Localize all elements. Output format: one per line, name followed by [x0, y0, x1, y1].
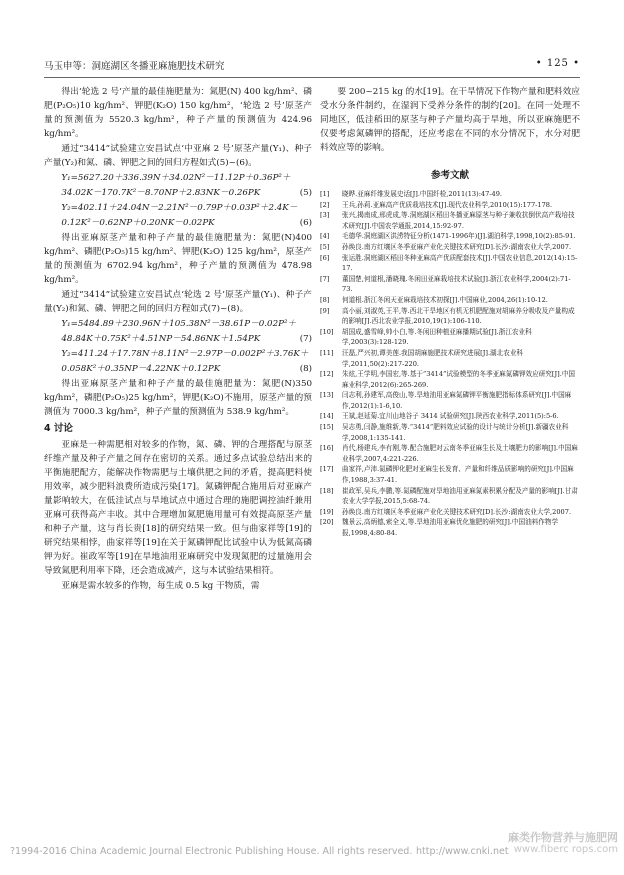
equation-5-line-1: Y₁=5627.20＋336.39N＋34.02N²－11.12P＋0.36P²＋ — [61, 173, 291, 183]
reference-number: [16] — [320, 444, 334, 453]
references-heading: 参考文献 — [430, 170, 469, 181]
reference-number: [17] — [320, 465, 334, 474]
paragraph: 通过“3414”试验建立安昌试点‘中亚麻 2 号’原茎产量(Y₁)、种子产量(Y₂)和氮、磷、钾肥之间的回归方程如式(5)~(6)。 — [44, 144, 312, 168]
reference-list — [320, 189, 580, 539]
reference-item — [320, 390, 580, 411]
reference-text: 张运胜.洞庭湖区稻田冬种亚麻高产优质配套技术[J].中国农业信息,2012(14):15-17. — [342, 253, 578, 273]
equation-number: (6) — [299, 218, 312, 228]
reference-item — [320, 411, 580, 422]
reference-text: 朱炫,王学明,李国宏,等.基于“3414”试验模型的冬季亚麻氮磷钾效应研究[J].中国麻业科学,2012(6):265-269. — [342, 370, 576, 389]
reference-item — [320, 295, 580, 306]
reference-number: [7] — [320, 274, 330, 283]
reference-item — [320, 369, 580, 390]
reference-text: 晓晔.亚麻纤维发展史话[J].中国纤检,2011(13):47-49. — [342, 190, 503, 198]
reference-item — [320, 274, 580, 295]
reference-text: 毛德华.洞庭湖区洪涝特征分析(1471-1996年)[J].湖泊科学,1998,10(2):85-91. — [342, 232, 576, 241]
reference-text: 高小丽,刘淑英,王平,等.西北干旱地区有机无机肥配施对胡麻养分吸收及产量构成的影响[J].西北农业学报,2010,19(1):106-110. — [342, 306, 575, 326]
equation-6-line-2: 0.12K²－0.62NP＋0.20NK－0.02PK (6) — [61, 218, 312, 228]
left-column — [44, 85, 312, 594]
reference-number: [18] — [320, 486, 334, 495]
reference-item — [320, 210, 580, 231]
equation-8-line-2: 0.058K²＋0.35NP－4.22NK＋0.12PK (8) — [61, 364, 312, 374]
reference-item — [320, 422, 580, 443]
reference-text: 崔政军,吴兵,李鹏,等.氮磷配施对旱地油用亚麻氮素积累分配及产量的影响[J].甘肃农业大学学报,2015,5:68-74. — [342, 486, 578, 506]
paragraph: 得出亚麻原茎产量和种子产量的最佳施肥量为：氮肥(N)350 kg/hm²，磷肥(P₂O₅)25 kg/hm²，钾肥(K₂O)不施用，原茎产量的预测值为 7000.3 kg/hm²，种子产量的预测值为 538.9 kg/hm²。 — [44, 379, 312, 417]
equation-6-line-1: Y₂=402.11＋24.04N－2.21N²－0.79P＋0.03P²＋2.4K－ — [61, 203, 298, 213]
reference-number: [3] — [320, 211, 330, 220]
reference-item — [320, 200, 580, 211]
reference-item — [320, 517, 580, 538]
right-column — [320, 85, 580, 539]
reference-number: [10] — [320, 327, 334, 336]
paragraph: 通过“3414”试验建立安昌试点‘轮选 2 号’原茎产量(Y₁)、种子产量(Y₂)和氮、磷、钾肥之间的回归方程如式(7)~(8)。 — [44, 290, 312, 314]
paragraph: 亚麻是一种需肥相对较多的作物，氮、磷、钾的合理搭配与原茎纤维产量及种子产量之间存在密切的关系。通过多点试验总结出来的平衡施肥配方，能解决作物需肥与土壤供肥之间的矛盾，提高肥料使用效率，减少肥料浪费所造成污染[17]。氮磷钾配合施用后对亚麻产量影响较大，在低洼试点与旱地试点中通过合理的施肥调控油纤兼用亚麻可获得高产丰收。其中合理增加氮肥施用量可有效提高原茎产量和种子产量，这与肖长贵[18]的研究结果一致。但与曲家祥等[19]的研究结果相悖，曲家祥等[19]在关于氮磷钾配比试验中认为低氮高磷钾为好。崔政军等[19]在旱地油用亚麻研究中发现氮肥的过量施用会导致氮肥利用率下降，还会造成减产，这与本试验结果相符。 — [44, 440, 312, 576]
reference-text: 肖代,杨建兵,李有刚,等.配合施肥对云南冬季亚麻生长及土壤肥力的影响[J].中国麻业科学,2007,4:221-226. — [342, 444, 578, 463]
reference-number: [15] — [320, 423, 334, 432]
reference-text: 王兵,孙莉.亚麻高产优质栽培技术[J].现代农业科学,2010(15):177-178. — [342, 200, 553, 209]
paragraph: 得出‘轮选 2 号’产量的最佳施肥量为：氮肥(N) 400 kg/hm²、磷肥(P₂O₅)10 kg/hm²、钾肥(K₂O) 150 kg/hm²，‘轮选 2 号’原茎产量的预测值为 5520.3 kg/hm²，种子产量的预测值为 424.96 kg/hm²。 — [44, 87, 312, 139]
copyright-notice: ?1994-2016 China Academic Journal Electronic Publishing House. All rights reserved. — [10, 846, 413, 857]
reference-number: [8] — [320, 295, 330, 304]
paragraph: 要 200~215 kg 的水[19]。在干旱情况下作物产量和肥料效应受水分条件制约，在湿润下受养分条件的制约[20]。在同一处理不同地区，低洼稻田的原茎与种子产量均高于旱地，所以亚麻施肥不仅要考虑氮磷钾的搭配，还应考虑在不同的水分情况下，水分对肥料效应等的影响。 — [320, 87, 580, 153]
reference-text: 曲家祥,卢沛.氮磷钾化肥对亚麻生长发育、产量和纤维品质影响的研究[J].中国麻作,1988,3:37-41. — [342, 465, 574, 485]
running-title: 马玉申等：洞庭湖区冬播亚麻施肥技术研究 — [44, 61, 225, 72]
reference-number: [6] — [320, 253, 330, 262]
paragraph: 亚麻是需水较多的作物，每生成 0.5 kg 干物质，需 — [61, 581, 260, 591]
reference-item — [320, 306, 580, 327]
page-header — [44, 16, 580, 78]
reference-number: [4] — [320, 232, 330, 241]
reference-number: [20] — [320, 518, 334, 527]
equation-7-line-2: 48.84K＋0.75K²＋4.51NP－54.86NK＋1.54PK (7) — [61, 334, 312, 344]
equation-8-line-1: Y₂=411.24＋17.78N＋8.11N²－2.97P－0.002P²＋3.76K＋ — [61, 349, 309, 359]
reference-number: [19] — [320, 507, 334, 516]
equation-number: (5) — [299, 188, 312, 198]
reference-item — [320, 507, 580, 518]
watermark-cn: 麻类作物营养与施肥网 — [508, 831, 618, 844]
reference-text: 魏景云,高炳德,索全义,等.旱地油用亚麻优化施肥的研究[J].中国油料作物学报,1998,4:80-84. — [342, 518, 559, 537]
reference-text: 张兴,揭南成,邢虎成,等.洞庭湖区稻田冬播亚麻原茎与种子兼收抗倒伏高产栽培技术研究[J].中国农学通报,2014,15:92-97. — [342, 211, 575, 230]
reference-number: [9] — [320, 306, 330, 315]
reference-text: 何道根.浙江冬闲天亚麻栽培技术初探[J].中国麻业,2004,26(1):10-12. — [342, 295, 548, 304]
reference-item — [320, 231, 580, 242]
reference-number: [2] — [320, 200, 330, 209]
page-number: • 125 • — [535, 58, 580, 69]
reference-number: [12] — [320, 370, 334, 379]
equation-number: (7) — [299, 334, 312, 344]
reference-item — [320, 327, 580, 348]
reference-text: 胡国成,盛雪峰,帅小白,等.冬闲田种植亚麻播期试验[J].浙江农业科学,2003(3):128-129. — [342, 327, 532, 347]
reference-text: 王斌,赵延菊.宜川山地谷子 3414 试验研究[J].陕西农业科学,2011(5):5-6. — [342, 412, 559, 421]
reference-number: [1] — [320, 190, 330, 198]
reference-number: [14] — [320, 412, 334, 421]
reference-number: [13] — [320, 391, 334, 400]
reference-text: 孙焕良.南方红壤区冬季亚麻产业化关键技术研究[D].长沙:湖南农业大学,2007. — [342, 507, 572, 516]
cnki-link[interactable]: http://www.cnki.net — [416, 846, 509, 857]
reference-number: [11] — [320, 348, 334, 357]
reference-text: 孙焕良.南方红壤区冬季亚麻产业化关键技术研究[D].长沙:湖南农业大学,2007. — [342, 242, 572, 251]
reference-text: 闫志利,孙建军,高俊山,等.旱地油用亚麻氮磷钾平衡施肥指标体系研究[J].中国麻作,2012(1):1-6,10. — [342, 391, 572, 410]
equation-number: (8) — [299, 364, 312, 374]
reference-item — [320, 253, 580, 274]
reference-item — [320, 443, 580, 464]
reference-text: 汪磊,严兴初,谭美莲.我国胡麻施肥技术研究进展[J].湖北农业科学,2011,50(2):217-220. — [342, 348, 524, 368]
reference-item — [320, 486, 580, 507]
reference-item — [320, 348, 580, 369]
paragraph: 得出亚麻原茎产量和种子产量的最佳施肥量为：氮肥(N)400 kg/hm²、磷肥(P₂O₅)15 kg/hm²、钾肥(K₂O) 125 kg/hm²，原茎产量的预测值为 6702.94 kg/hm²，种子产量的预测值为 478.98 kg/hm²。 — [44, 233, 312, 285]
reference-text: 董国楚,何道根,潘晓瑰.冬闲田亚麻栽培技术试验[J].浙江农业科学,2004(2):71-73. — [342, 274, 571, 294]
watermark-url: www.fiberc rops.com — [513, 844, 618, 855]
reference-item — [320, 464, 580, 485]
equation-7-line-1: Y₁=5484.89＋230.96N＋105.38N²－38.61P－0.02P²＋ — [61, 319, 297, 329]
reference-text: 吴志勇,闫静,施维新,等.“3414”肥料效应试验的设计与统计分析[J].新疆农业科学,2008,1:135-141. — [342, 423, 569, 442]
section-heading: 4 讨论 — [44, 423, 73, 434]
watermark — [508, 832, 618, 856]
reference-item — [320, 189, 580, 200]
reference-item — [320, 242, 580, 253]
reference-number: [5] — [320, 242, 330, 251]
equation-5-line-2: 34.02K－170.7K²－8.70NP＋2.83NK－0.26PK (5) — [61, 188, 312, 198]
